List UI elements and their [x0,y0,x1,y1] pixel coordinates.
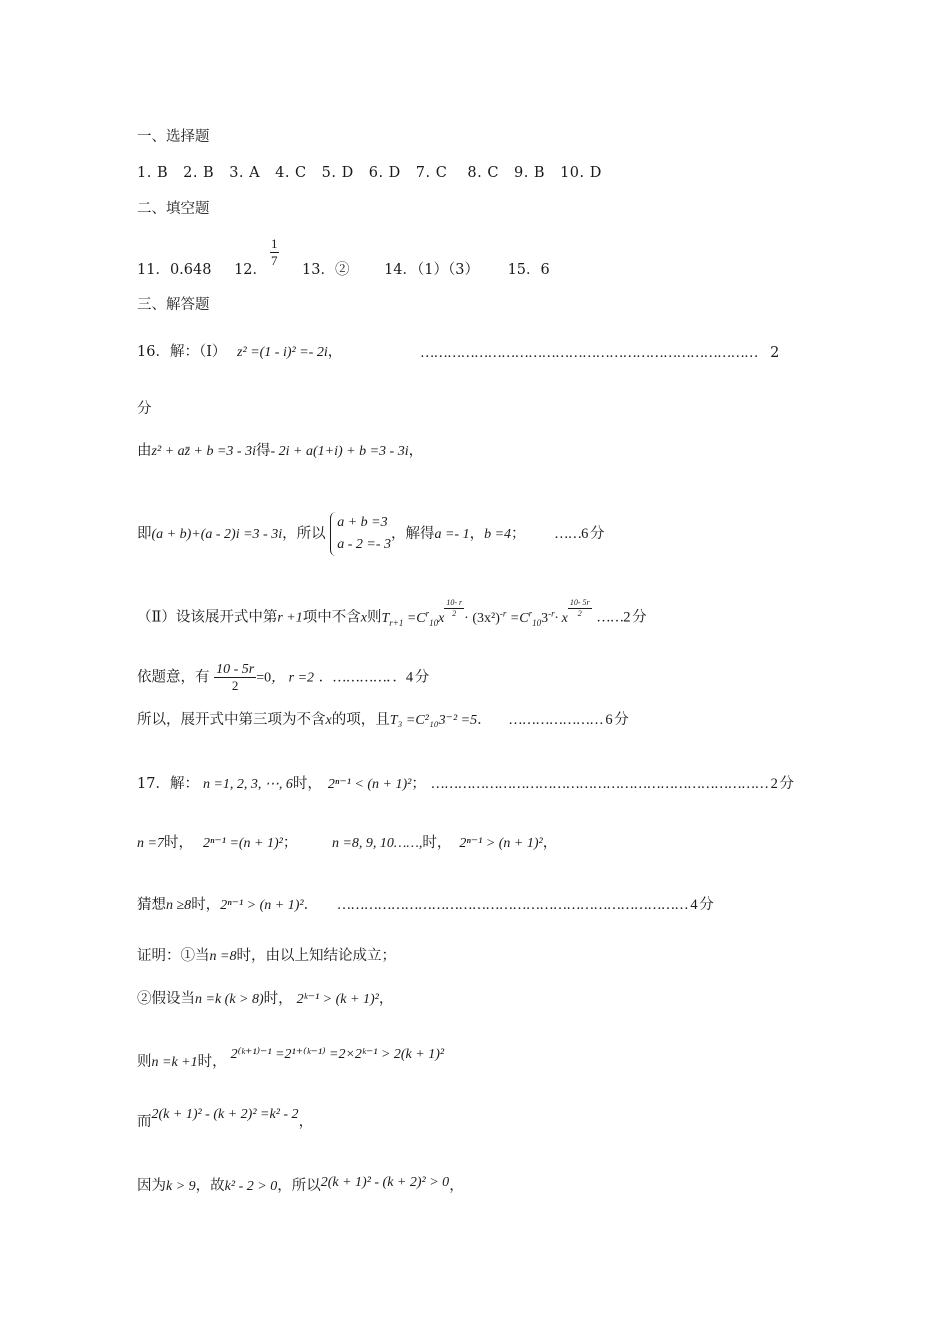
q17-because-ineq: k² - 2 > 0 [224,1179,278,1194]
q17-and-eq: 2(k + 1)² - (k + 2)² =k² - 2 [151,1107,299,1122]
q16-frac-den: 2 [231,678,239,693]
q16-z-squared: z² =(1 - i)² =- 2i [237,345,328,360]
answer-13: 13．② [302,262,350,278]
q17-then-pre: 则 [137,1054,152,1070]
q17-case2: n =7 [137,836,164,851]
q17-proof1-cond: n =8 [209,949,237,964]
q16-r-plus-1: r +1 [277,610,303,626]
q17-then-eq: 2⁽ᵏ⁺¹⁾⁻¹ =2¹⁺⁽ᵏ⁻¹⁾ =2×2ᵏ⁻¹ > 2(k + 1)² [230,1047,445,1062]
q16-exp2-num: 10- 5r [569,598,590,607]
q17-then [137,1047,445,1073]
q17-score-2: ………………………………………………………………… 2 分 [430,776,793,792]
q16-exp1 [444,598,464,619]
q16-conclusion-pre: 所以，展开式中第三项为不含 [137,712,326,728]
q17-semi1: ； [411,776,426,792]
q17-line2 [137,833,557,854]
q16-eq0: =0 [256,670,272,686]
q16-system [330,512,391,556]
q17-proof2-cond: n =k (k > 8) [195,992,264,1007]
q16-a-value: a =- 1 [434,527,470,542]
q17-proof2-ineq: 2ᵏ⁻¹ > (k + 1)² [296,992,379,1007]
q16-score-unit: 分 [137,401,152,417]
q16-b-value: b =4 [484,527,512,542]
q16-system-eq2: a - 2 =- 3 [337,537,391,552]
q16-score-6b: ………………… 6 分 [508,712,628,728]
q16-comma2: ， [408,443,424,459]
q16-t3: T₃ =C²₁₀3⁻² =5 [389,713,478,728]
q17-and-pre: 而 [137,1114,152,1130]
q16-c1: =C [406,610,426,626]
q17-comma3: ， [542,835,558,851]
q16-get: 得 [256,443,271,459]
q17-because-ineq2: 2(k + 1)² - (k + 2)² > 0 [320,1175,450,1190]
q17-ineq3: 2ⁿ⁻¹ > (n + 1)² [459,836,543,851]
q16-general-term: $T_{r+1} =C^r_{10}x$ $\frac{10- r}{2}$ · $(3x^2)^{-r} =C^r_{10}3^{-r}\cdot x$ $\frac{10- 5r}{2}$ [381,598,590,628]
q16-solve: ，解得 [390,526,435,542]
q17-because-pre: 因为 [137,1178,166,1194]
q16-eq2: - 2i + a(1+i) + b =3 - 3i [270,444,409,459]
q16-namely: 即 [137,526,152,542]
q17-case3: n =8, 9, 10……, [331,836,423,851]
q17-because-mid2: ，所以 [277,1178,321,1194]
q17-case1: n =1, 2, 3, ⋯, 6 [202,777,293,792]
q17-because-tail: ， [449,1178,464,1194]
q16-x: x [360,610,367,626]
q16-line6 [137,710,628,731]
q17-because-cond: k > 9 [166,1179,196,1194]
fill-answers [137,260,267,280]
q17-guess-mid: 时， [191,897,221,913]
q17-and [137,1107,314,1133]
q17-proof2 [137,989,393,1010]
q17-proof2-tail: ， [378,991,394,1007]
q16-conclusion-mid: 的项，且 [331,712,390,728]
q16-line5 [137,662,428,693]
q16-dots: ………………………………………………………………… [420,345,758,361]
q16-line1 [137,342,342,363]
q16-dots-line [420,343,779,363]
q17-when1: 时， [292,776,322,792]
q17-then-cond: n =k +1 [151,1055,198,1070]
q17-proof2-mid: 时， [263,991,293,1007]
q17-guess-cond: n ≥8 [166,898,192,913]
q17-guess-ineq: 2ⁿ⁻¹ > (n + 1)² [220,898,304,913]
answer-12-numerator: 1 [271,236,278,251]
q17-semi2: ； [282,835,298,851]
q17-and-tail: ， [298,1114,314,1130]
q16-line2 [137,441,423,462]
q16-score-6: ……6 分 [554,526,604,542]
q16-exp2 [568,598,592,619]
q17-when3: 时， [422,835,452,851]
q16-score-2b: ……2 分 [596,609,646,626]
q17-head: 17．解： [137,776,199,792]
q16-r-equals-2: ， r =2 [271,670,315,686]
answer-15: 15．6 [507,262,550,278]
q17-guess [137,895,713,916]
section3-title: 三、解答题 [137,297,210,313]
q16-c2: =C [509,610,529,626]
q16-three: 3 [541,610,549,626]
q17-proof1-pre: 证明：①当 [137,948,210,964]
section1-title: 一、选择题 [137,129,210,145]
q16-part2 [137,598,646,629]
q17-then-mid: 时， [197,1054,227,1070]
q17-proof1-tail: 时，由以上知结论成立； [236,948,396,964]
q16-frac-num: 10 - 5r [216,662,255,677]
q16-by-meaning: 依题意，有 [137,669,210,686]
q17-because [137,1176,464,1197]
fill-answers-rest [302,260,550,280]
q17-ineq1: 2ⁿ⁻¹ < (n + 1)² [327,777,412,792]
q16-score-2: 2 [770,345,780,361]
q16-so: ，所以 [282,526,326,542]
q16-t: T [381,610,390,626]
q17-guess-dot: ． [303,897,319,913]
q16-line3: 即(a + b)+(a - 2)i =3 - 3i，所以 a + b =3 a - 2 =- 3 ，解得a =- 1，b =4； ……6 分 [137,512,604,556]
q17-line1 [137,774,793,795]
q16-part2-intro: （Ⅱ）设该展开式中第 [137,609,278,626]
q16-exp2-den: 2 [577,609,582,618]
answer-11: 11．0.648 [137,262,212,278]
q17-proof2-pre: ②假设当 [137,991,195,1007]
q16-complex-eq: (a + b)+(a - 2)i =3 - 3i [151,527,283,542]
answer-12-fraction [270,236,279,269]
q16-head: 16．解：（Ⅰ） [137,344,227,360]
q16-system-eq1: a + b =3 [337,515,388,530]
q16-mid-term: · (3x²) [464,610,500,626]
q16-comma: ， [327,344,343,360]
answer-14: 14．（1）（3） [384,262,479,278]
choice-answers: 1. B 2. B 3. A 4. C 5. D 6. D 7. C 8. C 9. B 10. D [137,165,602,181]
q17-when2: 时， [163,835,193,851]
q16-part2-mid: 项中不含 [302,609,361,626]
q16-eq1: z² + az̄ + b =3 - 3i [151,444,256,459]
q16-exp1-den: 2 [452,609,457,618]
q17-proof1 [137,946,396,967]
answer-12-denominator: 7 [271,253,278,268]
q17-guess-pre: 猜想 [137,897,166,913]
q16-score-4: ．…………．．4 分 [318,669,429,686]
q16-x2: x [325,713,332,728]
q16-fraction [214,662,256,693]
q17-because-mid: ，故 [195,1178,225,1194]
q16-period: ． [477,712,492,728]
q16-from: 由 [137,443,152,459]
q17-eq2: 2ⁿ⁻¹ =(n + 1)² [202,836,283,851]
section2-title: 二、填空题 [137,201,210,217]
q16-exp1-num: 10- r [446,598,463,607]
q16-then: 则 [366,609,382,626]
q16-semi: ； [511,526,526,542]
q17-score-4: …………………………………………………………………… 4 分 [336,897,713,913]
answer-12-label: 12． [234,262,268,278]
